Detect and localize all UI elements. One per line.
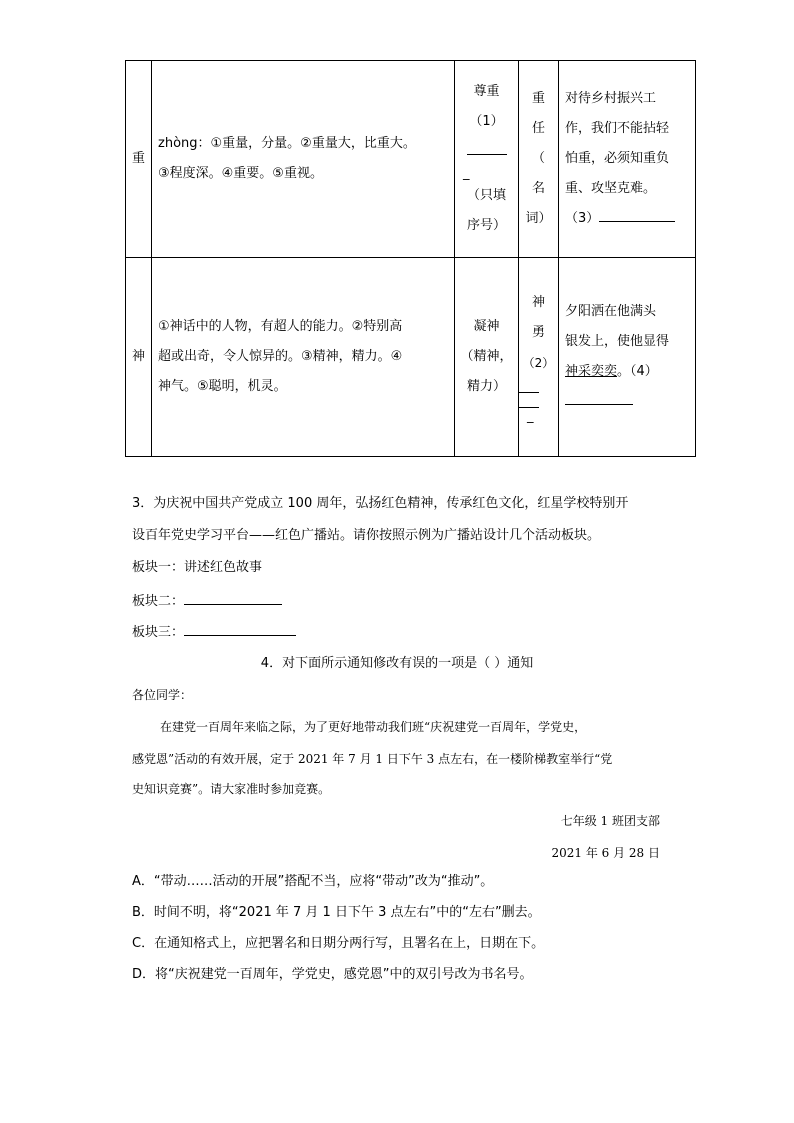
sentence-line: 对待乡村振兴工 — [565, 91, 657, 107]
meaning-line: 超或出奇，令人惊异的。③精神，精力。④ — [158, 349, 403, 365]
q3-line1: 3．为庆祝中国共产党成立 100 周年，弘扬红色精神，传承红色文化，红星学校特别开 — [132, 496, 629, 511]
answer-blank-3[interactable]: （3） — [565, 204, 689, 234]
word-note: 序号） — [466, 218, 507, 234]
word2-char: （ — [531, 151, 545, 167]
word2-char: （2） — [522, 356, 555, 371]
answer-blank-4[interactable] — [565, 387, 689, 417]
meaning-line: ③程度深。④重要。⑤重视。 — [158, 166, 323, 182]
meaning-line: ①神话中的人物，有超人的能力。②特别高 — [158, 319, 403, 335]
q3-block1: 板块一：讲述红色故事 — [132, 560, 263, 575]
notice-signature: 七年级 1 班团支部 — [560, 814, 660, 828]
word2-cell — [519, 61, 559, 258]
sentence-line: 怕重，必须知重负 — [565, 151, 670, 167]
blank-tail: _ — [463, 166, 470, 182]
word-cell — [455, 258, 519, 457]
notice-body-line: 在建党一百周年来临之际，为了更好地带动我们班“庆祝建党一百周年，学党史， — [160, 720, 587, 734]
answer-blank-2[interactable] — [519, 378, 558, 393]
answer-blank-2b[interactable] — [519, 393, 558, 408]
word2-char: 重 — [531, 91, 545, 107]
option-a: A．“带动……活动的开展”搭配不当，应将“带动”改为“推动”。 — [132, 874, 494, 889]
answer-blank-1[interactable] — [455, 137, 518, 167]
table-row-zhong — [126, 61, 696, 258]
word-text: 凝神 — [473, 319, 500, 335]
sentence-line: 重、攻坚克难。 — [565, 181, 657, 197]
word-cell — [455, 61, 519, 258]
table-row-shen — [126, 258, 696, 457]
sentence-line: 夕阳洒在他满头 — [565, 304, 657, 320]
option-d: D．将“庆祝建党一百周年，学党史，感党恩”中的双引号改为书名号。 — [132, 967, 533, 982]
q3-block2: 板块二： — [132, 590, 282, 612]
sentence-line: 作，我们不能拈轻 — [565, 121, 670, 137]
sentence-cell — [559, 258, 696, 457]
word-meaning-table — [125, 60, 696, 457]
character-cell: 重 — [126, 61, 152, 258]
sentence-cell — [559, 61, 696, 258]
character-cell: 神 — [126, 258, 152, 457]
word2-char: 任 — [531, 121, 545, 137]
option-b: B．时间不明，将“2021 年 7 月 1 日下午 3 点左右”中的“左右”删去。 — [132, 905, 541, 920]
word2-char: 名 — [531, 181, 545, 197]
word-paren: （1） — [469, 114, 504, 130]
q4-title: 4．对下面所示通知修改有误的一项是（ ）通知 — [260, 656, 534, 671]
meaning-line: 神气。⑤聪明，机灵。 — [158, 379, 287, 395]
meaning-cell — [152, 61, 455, 258]
word-note: 精力） — [466, 379, 506, 395]
notice-body-line: 史知识竞赛”。请大家准时参加竞赛。 — [132, 782, 331, 796]
word-note: （精神， — [460, 349, 513, 365]
sentence-line: 神采奕奕。（4） — [565, 364, 658, 380]
word2-cell — [519, 258, 559, 457]
block3-answer-blank[interactable] — [184, 621, 296, 636]
word2-char: 勇 — [531, 325, 545, 341]
notice-body-line: 感党恩”活动的有效开展，定于 2021 年 7 月 1 日下午 3 点左右，在一楼阶梯教室举行“党 — [132, 752, 613, 766]
meaning-line: zhòng：①重量，分量。②重量大，比重大。 — [158, 136, 416, 152]
block2-answer-blank[interactable] — [184, 590, 282, 605]
meaning-cell — [152, 258, 455, 457]
blank-tail: _ — [527, 409, 534, 425]
option-c: C．在通知格式上，应把署名和日期分两行写，且署名在上，日期在下。 — [132, 936, 545, 951]
word2-char: 神 — [531, 295, 545, 311]
notice-greeting: 各位同学： — [132, 688, 193, 702]
word-note: （只填 — [466, 188, 506, 204]
q3-line2: 设百年党史学习平台——红色广播站。请你按照示例为广播站设计几个活动板块。 — [132, 528, 601, 543]
q3-block3: 板块三： — [132, 621, 296, 643]
sentence-line: 银发上，使他显得 — [565, 334, 670, 350]
word2-char: 词） — [525, 211, 552, 227]
word-text: 尊重 — [473, 84, 500, 100]
notice-date: 2021 年 6 月 28 日 — [551, 846, 660, 860]
